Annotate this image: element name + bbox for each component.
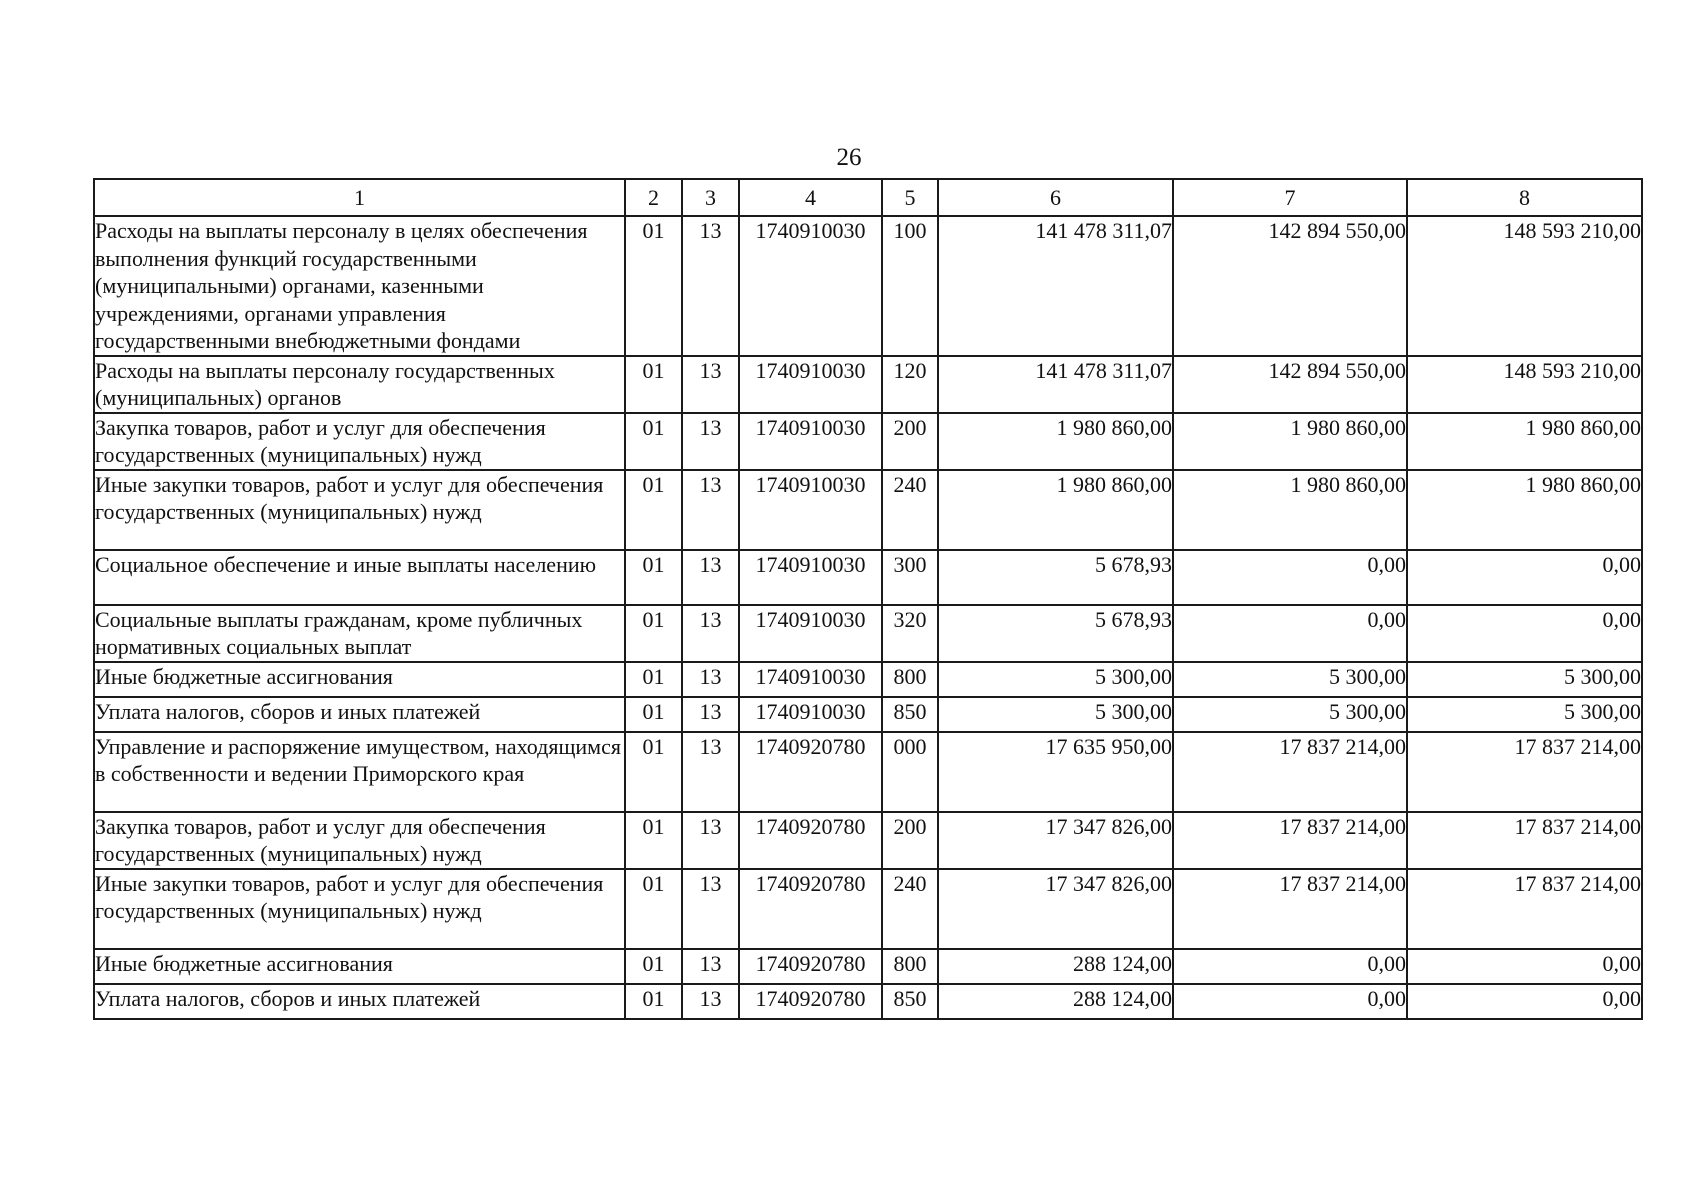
section-code: 01	[625, 413, 682, 470]
section-code: 01	[625, 949, 682, 984]
target-article-code: 1740920780	[739, 949, 882, 984]
target-article-code: 1740920780	[739, 812, 882, 869]
amount-col-7: 1 980 860,00	[1173, 470, 1407, 550]
subsection-code: 13	[682, 984, 739, 1019]
section-code: 01	[625, 812, 682, 869]
expense-type-code: 850	[882, 697, 938, 732]
amount-col-8: 17 837 214,00	[1407, 812, 1642, 869]
expense-type-code: 200	[882, 812, 938, 869]
table-row	[94, 812, 1642, 869]
section-code: 01	[625, 356, 682, 413]
target-article-code: 1740920780	[739, 732, 882, 812]
target-article-code: 1740910030	[739, 697, 882, 732]
amount-col-7: 0,00	[1173, 984, 1407, 1019]
row-label: Социальное обеспечение и иные выплаты населению	[94, 550, 625, 605]
column-header: 6	[938, 179, 1173, 216]
target-article-code: 1740910030	[739, 550, 882, 605]
subsection-code: 13	[682, 949, 739, 984]
amount-col-7: 5 300,00	[1173, 697, 1407, 732]
target-article-code: 1740920780	[739, 984, 882, 1019]
amount-col-6: 288 124,00	[938, 949, 1173, 984]
table-row	[94, 732, 1642, 812]
amount-col-7: 0,00	[1173, 949, 1407, 984]
row-label: Иные закупки товаров, работ и услуг для обеспечения государственных (муниципальных) нужд	[94, 869, 625, 949]
table-row	[94, 662, 1642, 697]
column-header: 4	[739, 179, 882, 216]
row-label: Расходы на выплаты персоналу в целях обеспечения выполнения функций государственными (муниципальными) органами, казенными учреждениями, органами управления государственными внебюджетными фондами	[94, 216, 625, 356]
table-row	[94, 356, 1642, 413]
expense-type-code: 800	[882, 662, 938, 697]
amount-col-8: 5 300,00	[1407, 662, 1642, 697]
amount-col-8: 17 837 214,00	[1407, 732, 1642, 812]
subsection-code: 13	[682, 356, 739, 413]
amount-col-8: 0,00	[1407, 984, 1642, 1019]
section-code: 01	[625, 470, 682, 550]
table-row	[94, 470, 1642, 550]
table-body	[94, 216, 1642, 1019]
amount-col-7: 0,00	[1173, 605, 1407, 662]
row-label: Иные бюджетные ассигнования	[94, 949, 625, 984]
amount-col-8: 148 593 210,00	[1407, 356, 1642, 413]
expense-type-code: 240	[882, 470, 938, 550]
subsection-code: 13	[682, 697, 739, 732]
amount-col-6: 141 478 311,07	[938, 356, 1173, 413]
expense-type-code: 200	[882, 413, 938, 470]
subsection-code: 13	[682, 470, 739, 550]
subsection-code: 13	[682, 550, 739, 605]
table-row	[94, 216, 1642, 356]
amount-col-8: 5 300,00	[1407, 697, 1642, 732]
amount-col-8: 17 837 214,00	[1407, 869, 1642, 949]
subsection-code: 13	[682, 216, 739, 356]
row-label: Иные бюджетные ассигнования	[94, 662, 625, 697]
section-code: 01	[625, 605, 682, 662]
section-code: 01	[625, 984, 682, 1019]
amount-col-6: 5 678,93	[938, 605, 1173, 662]
target-article-code: 1740910030	[739, 216, 882, 356]
table-row	[94, 605, 1642, 662]
amount-col-8: 148 593 210,00	[1407, 216, 1642, 356]
amount-col-7: 142 894 550,00	[1173, 216, 1407, 356]
row-label: Управление и распоряжение имуществом, находящимся в собственности и ведении Приморского края	[94, 732, 625, 812]
amount-col-8: 0,00	[1407, 949, 1642, 984]
row-label: Уплата налогов, сборов и иных платежей	[94, 697, 625, 732]
column-header: 1	[94, 179, 625, 216]
expense-type-code: 850	[882, 984, 938, 1019]
expense-type-code: 300	[882, 550, 938, 605]
section-code: 01	[625, 732, 682, 812]
amount-col-8: 0,00	[1407, 605, 1642, 662]
row-label: Закупка товаров, работ и услуг для обеспечения государственных (муниципальных) нужд	[94, 413, 625, 470]
target-article-code: 1740920780	[739, 869, 882, 949]
amount-col-6: 141 478 311,07	[938, 216, 1173, 356]
table-row	[94, 413, 1642, 470]
expense-type-code: 120	[882, 356, 938, 413]
row-label: Уплата налогов, сборов и иных платежей	[94, 984, 625, 1019]
subsection-code: 13	[682, 662, 739, 697]
column-header: 3	[682, 179, 739, 216]
subsection-code: 13	[682, 812, 739, 869]
amount-col-7: 5 300,00	[1173, 662, 1407, 697]
target-article-code: 1740910030	[739, 605, 882, 662]
amount-col-6: 17 347 826,00	[938, 812, 1173, 869]
column-header: 5	[882, 179, 938, 216]
amount-col-6: 288 124,00	[938, 984, 1173, 1019]
amount-col-7: 17 837 214,00	[1173, 869, 1407, 949]
target-article-code: 1740910030	[739, 662, 882, 697]
target-article-code: 1740910030	[739, 413, 882, 470]
row-label: Расходы на выплаты персоналу государственных (муниципальных) органов	[94, 356, 625, 413]
table-row	[94, 697, 1642, 732]
amount-col-7: 0,00	[1173, 550, 1407, 605]
amount-col-7: 1 980 860,00	[1173, 413, 1407, 470]
row-label: Закупка товаров, работ и услуг для обеспечения государственных (муниципальных) нужд	[94, 812, 625, 869]
subsection-code: 13	[682, 413, 739, 470]
page-number: 26	[836, 144, 862, 171]
expense-type-code: 100	[882, 216, 938, 356]
column-header: 8	[1407, 179, 1642, 216]
table-row	[94, 949, 1642, 984]
amount-col-7: 142 894 550,00	[1173, 356, 1407, 413]
amount-col-8: 1 980 860,00	[1407, 413, 1642, 470]
amount-col-6: 1 980 860,00	[938, 413, 1173, 470]
table-row	[94, 984, 1642, 1019]
expense-type-code: 800	[882, 949, 938, 984]
section-code: 01	[625, 216, 682, 356]
table-row	[94, 550, 1642, 605]
amount-col-6: 5 300,00	[938, 697, 1173, 732]
column-header: 2	[625, 179, 682, 216]
subsection-code: 13	[682, 732, 739, 812]
expense-type-code: 000	[882, 732, 938, 812]
expense-type-code: 320	[882, 605, 938, 662]
row-label: Иные закупки товаров, работ и услуг для обеспечения государственных (муниципальных) нужд	[94, 470, 625, 550]
expense-type-code: 240	[882, 869, 938, 949]
amount-col-6: 17 635 950,00	[938, 732, 1173, 812]
header-row	[94, 179, 1642, 216]
target-article-code: 1740910030	[739, 356, 882, 413]
section-code: 01	[625, 869, 682, 949]
amount-col-8: 0,00	[1407, 550, 1642, 605]
amount-col-6: 5 678,93	[938, 550, 1173, 605]
amount-col-6: 1 980 860,00	[938, 470, 1173, 550]
table-row	[94, 869, 1642, 949]
amount-col-7: 17 837 214,00	[1173, 812, 1407, 869]
amount-col-6: 5 300,00	[938, 662, 1173, 697]
amount-col-6: 17 347 826,00	[938, 869, 1173, 949]
amount-col-8: 1 980 860,00	[1407, 470, 1642, 550]
subsection-code: 13	[682, 605, 739, 662]
row-label: Социальные выплаты гражданам, кроме публичных нормативных социальных выплат	[94, 605, 625, 662]
column-header: 7	[1173, 179, 1407, 216]
target-article-code: 1740910030	[739, 470, 882, 550]
amount-col-7: 17 837 214,00	[1173, 732, 1407, 812]
section-code: 01	[625, 662, 682, 697]
section-code: 01	[625, 550, 682, 605]
budget-table	[93, 178, 1643, 1020]
subsection-code: 13	[682, 869, 739, 949]
section-code: 01	[625, 697, 682, 732]
